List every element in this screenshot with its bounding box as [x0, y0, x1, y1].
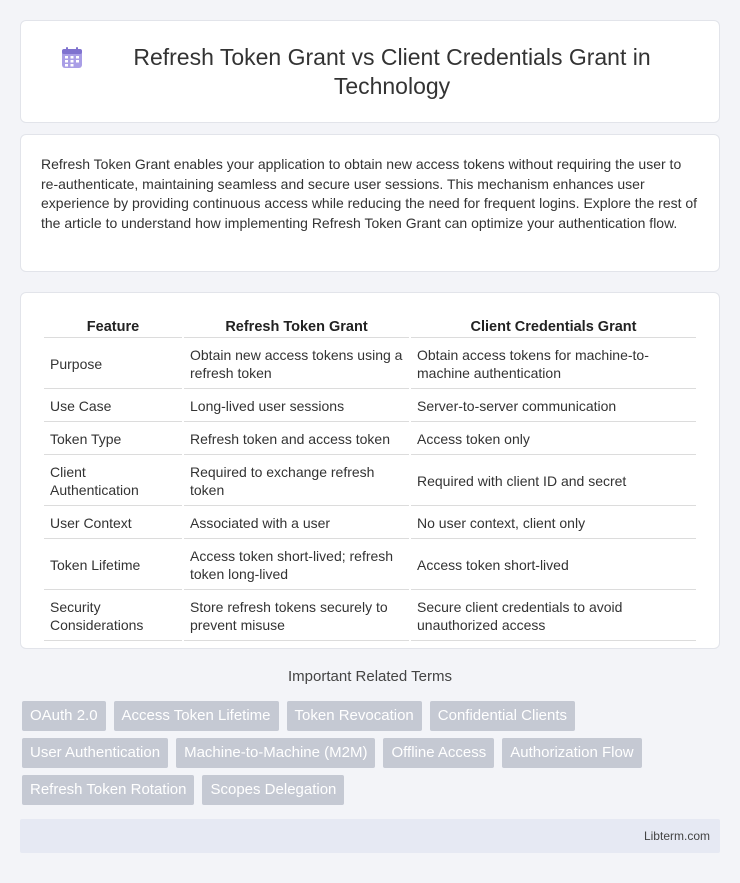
table-row — [44, 340, 696, 389]
related-terms-title: Important Related Terms — [288, 668, 452, 685]
table-row — [44, 508, 696, 539]
calendar-icon — [61, 47, 83, 69]
intro-text: Refresh Token Grant enables your application to obtain new access tokens without requiring the user to re-authenticate, maintaining seamless and secure user sessions. This mechanism enhances user experience by providing continuous access while reducing the need for frequent logins. Explore the rest of the article to understand how implementing Refresh Token Grant can optimize your authentication flow. — [41, 156, 698, 231]
header-feature: Feature — [44, 315, 182, 338]
title-wrap — [61, 43, 679, 101]
cell-refresh: Refresh token and access token — [184, 424, 409, 455]
intro-card — [20, 134, 720, 272]
related-terms-list — [22, 701, 722, 805]
tag-oauth-2[interactable]: OAuth 2.0 — [22, 701, 106, 731]
table-row — [44, 541, 696, 590]
comparison-table — [42, 313, 698, 643]
cell-client: Access token only — [411, 424, 696, 455]
tag-token-revocation[interactable]: Token Revocation — [287, 701, 422, 731]
cell-client: Required with client ID and secret — [411, 457, 696, 506]
title-card — [20, 20, 720, 123]
cell-refresh: Store refresh tokens securely to prevent misuse — [184, 592, 409, 641]
header-client-credentials-grant: Client Credentials Grant — [411, 315, 696, 338]
cell-client: No user context, client only — [411, 508, 696, 539]
comparison-card — [20, 292, 720, 649]
tag-access-token-lifetime[interactable]: Access Token Lifetime — [114, 701, 279, 731]
cell-feature: Purpose — [44, 340, 182, 389]
cell-client: Secure client credentials to avoid unauthorized access — [411, 592, 696, 641]
cell-feature: Client Authentication — [44, 457, 182, 506]
tag-user-authentication[interactable]: User Authentication — [22, 738, 168, 768]
cell-refresh: Long-lived user sessions — [184, 391, 409, 422]
footer — [20, 819, 720, 853]
table-row — [44, 391, 696, 422]
cell-refresh: Access token short-lived; refresh token long-lived — [184, 541, 409, 590]
table-row — [44, 592, 696, 641]
page-title: Refresh Token Grant vs Client Credentials Grant in Technology — [133, 43, 651, 99]
cell-refresh: Obtain new access tokens using a refresh token — [184, 340, 409, 389]
header-refresh-token-grant: Refresh Token Grant — [184, 315, 409, 338]
cell-feature: Security Considerations — [44, 592, 182, 641]
table-row — [44, 424, 696, 455]
cell-refresh: Required to exchange refresh token — [184, 457, 409, 506]
table-header-row — [44, 315, 696, 338]
cell-refresh: Associated with a user — [184, 508, 409, 539]
tag-authorization-flow[interactable]: Authorization Flow — [502, 738, 641, 768]
table-row — [44, 457, 696, 506]
footer-site-link[interactable]: Libterm.com — [643, 829, 710, 843]
cell-client: Access token short-lived — [411, 541, 696, 590]
tag-machine-to-machine[interactable]: Machine-to-Machine (M2M) — [176, 738, 375, 768]
cell-feature: Use Case — [44, 391, 182, 422]
tag-refresh-token-rotation[interactable]: Refresh Token Rotation — [22, 775, 194, 805]
tag-confidential-clients[interactable]: Confidential Clients — [430, 701, 575, 731]
cell-feature: Token Lifetime — [44, 541, 182, 590]
cell-client: Server-to-server communication — [411, 391, 696, 422]
cell-feature: Token Type — [44, 424, 182, 455]
cell-client: Obtain access tokens for machine-to-machine authentication — [411, 340, 696, 389]
tag-scopes-delegation[interactable]: Scopes Delegation — [202, 775, 344, 805]
tag-offline-access[interactable]: Offline Access — [383, 738, 494, 768]
cell-feature: User Context — [44, 508, 182, 539]
